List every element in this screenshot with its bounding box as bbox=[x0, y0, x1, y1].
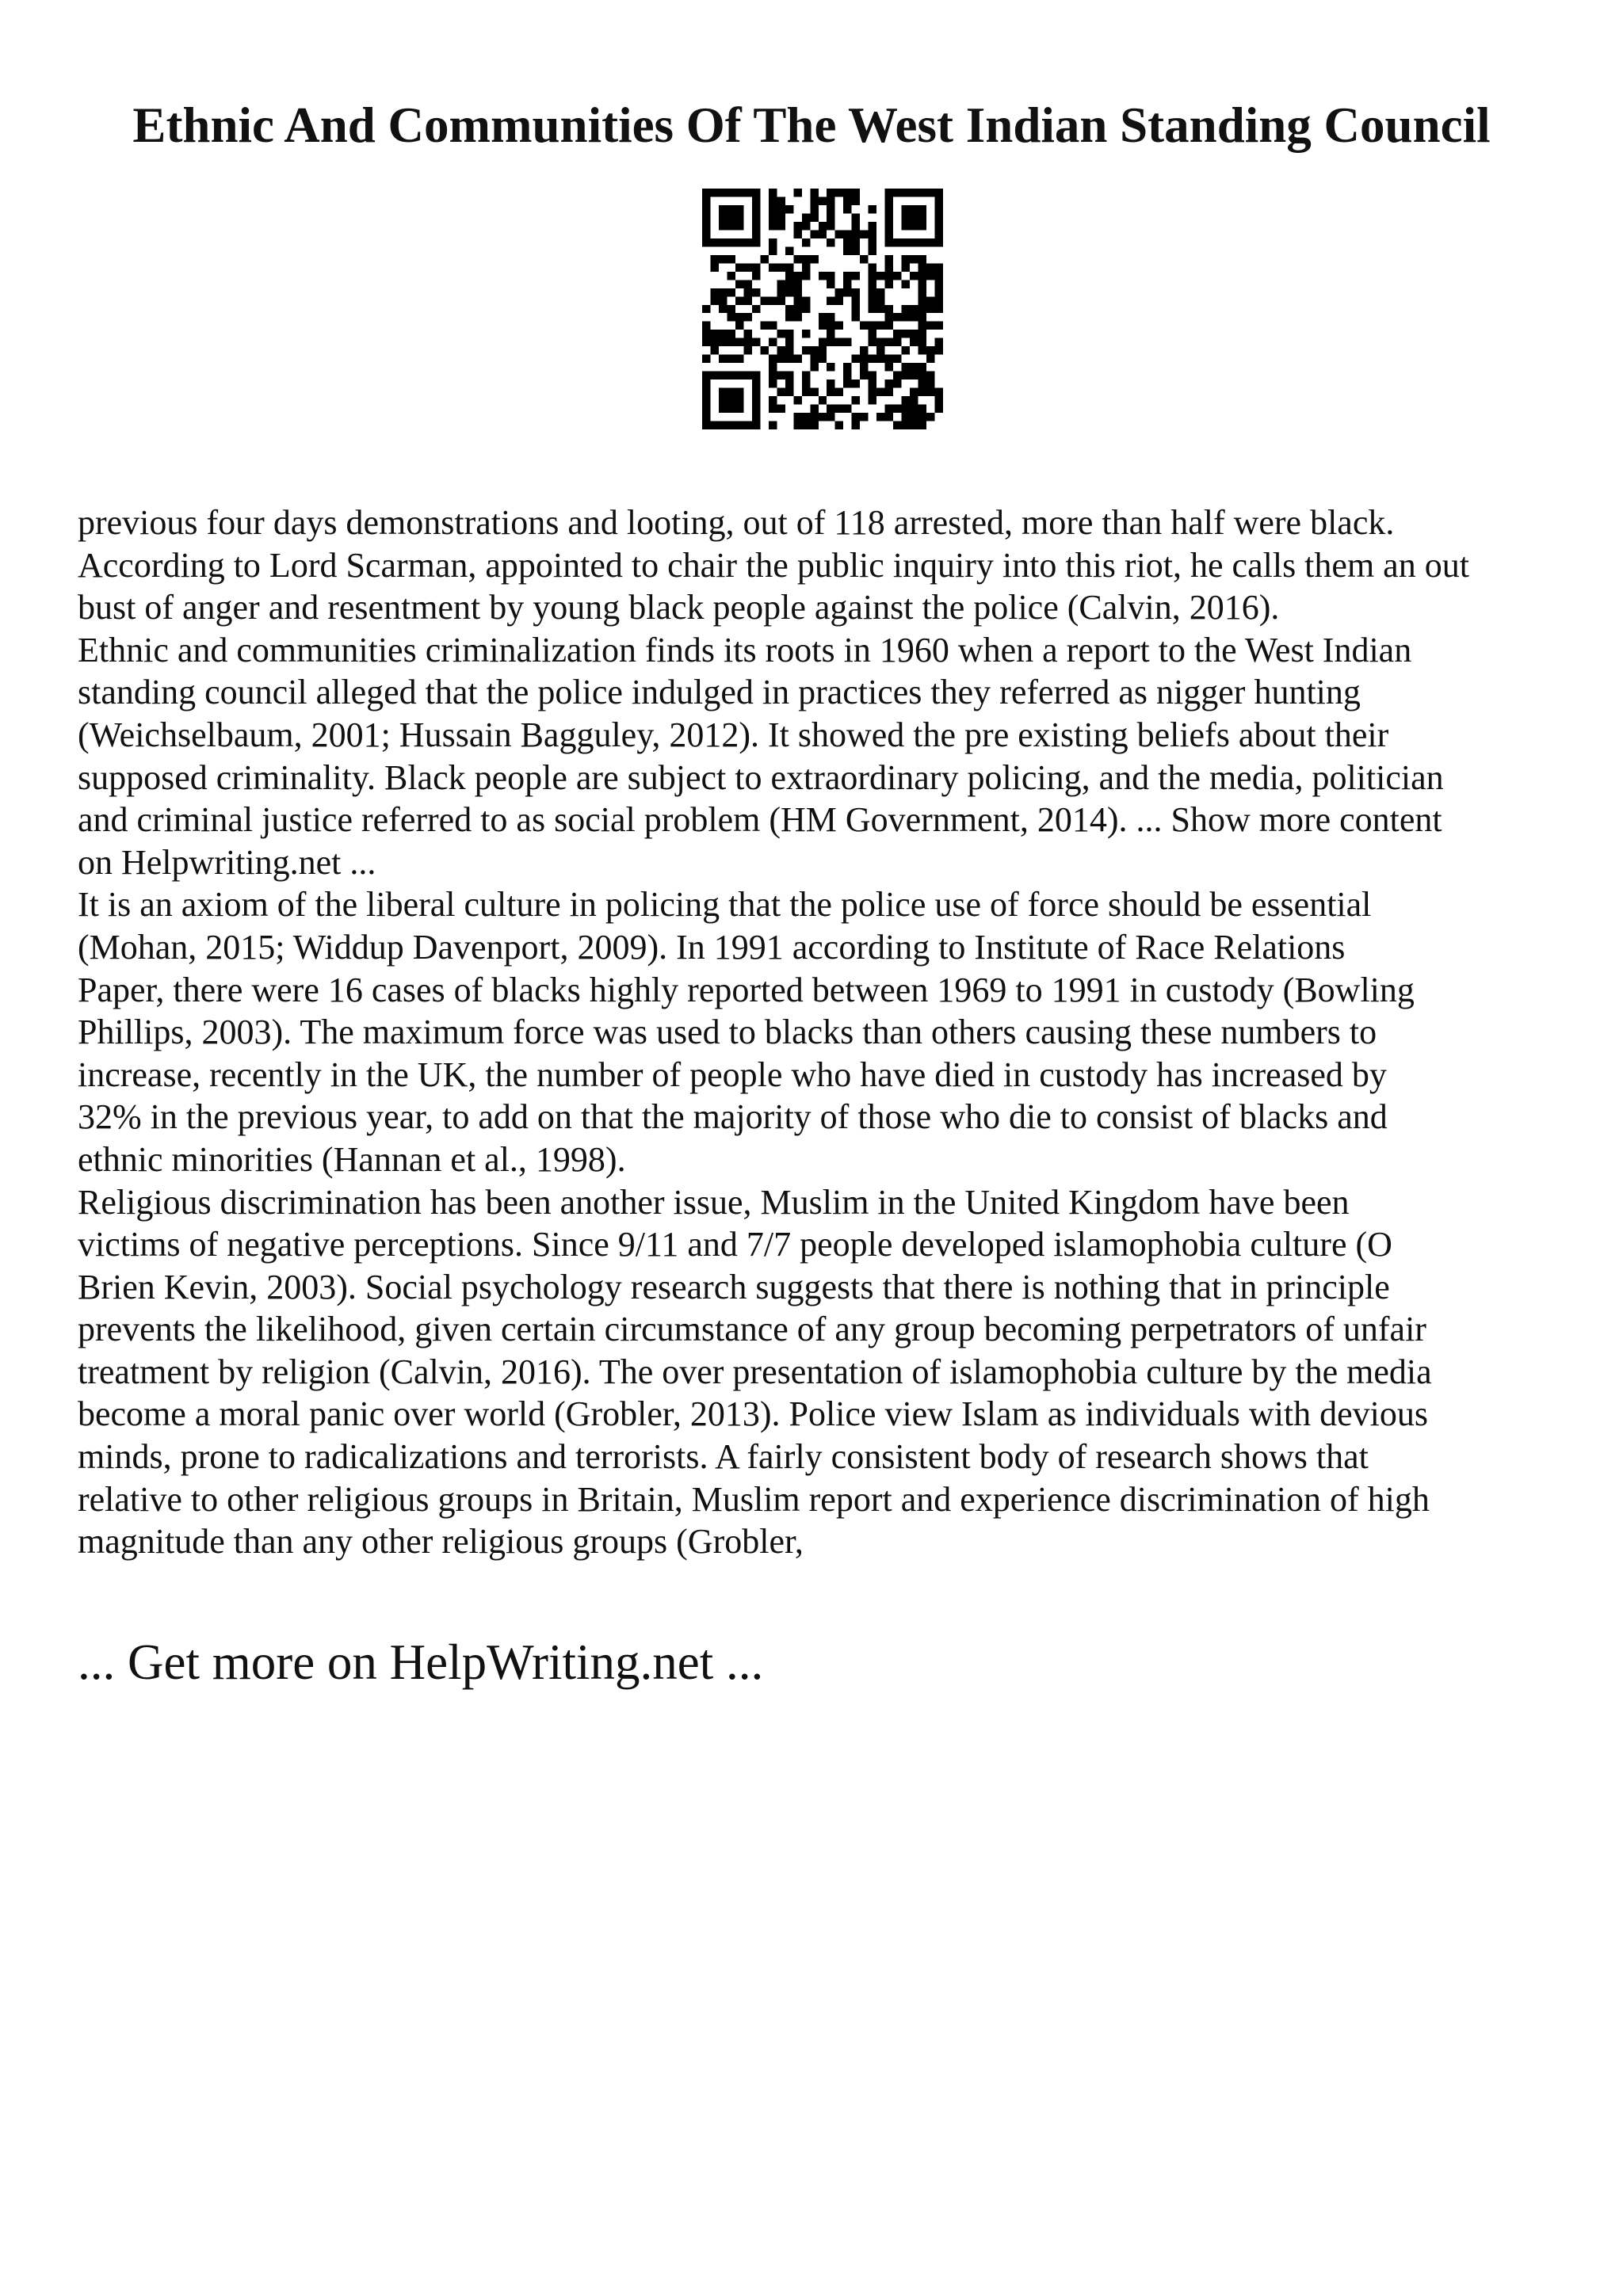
article-body bbox=[78, 502, 1568, 1563]
body-line: bust of anger and resentment by young black people against the police (Calvin, 2016). bbox=[78, 588, 1280, 627]
body-line: Ethnic and communities criminalization finds its roots in 1960 when a report to the West Indian bbox=[78, 630, 1412, 669]
body-line: (Weichselbaum, 2001; Hussain Bagguley, 2012). It showed the pre existing beliefs about their bbox=[78, 715, 1389, 754]
body-line: 32% in the previous year, to add on that the majority of those who die to consist of blacks and bbox=[78, 1097, 1388, 1137]
body-line: It is an axiom of the liberal culture in policing that the police use of force should be essential bbox=[78, 885, 1372, 925]
body-line: Brien Kevin, 2003). Social psychology research suggests that there is nothing that in principle bbox=[78, 1267, 1390, 1306]
qr-code-icon bbox=[702, 189, 943, 429]
body-line: (Mohan, 2015; Widdup Davenport, 2009). In 1991 according to Institute of Race Relations bbox=[78, 927, 1346, 967]
body-line: relative to other religious groups in Britain, Muslim report and experience discrimination of high bbox=[78, 1479, 1430, 1519]
body-line: Paper, there were 16 cases of blacks highly reported between 1969 to 1991 in custody (Bowling bbox=[78, 970, 1415, 1009]
body-line: According to Lord Scarman, appointed to chair the public inquiry into this riot, he calls them an out bbox=[78, 545, 1469, 585]
body-line: treatment by religion (Calvin, 2016). The over presentation of islamophobia culture by the media bbox=[78, 1352, 1432, 1391]
body-line: prevents the likelihood, given certain circumstance of any group becoming perpetrators of unfair bbox=[78, 1310, 1426, 1349]
body-line: previous four days demonstrations and looting, out of 118 arrested, more than half were black. bbox=[78, 503, 1395, 542]
body-line: supposed criminality. Black people are subject to extraordinary policing, and the media, politician bbox=[78, 757, 1444, 797]
body-line: Religious discrimination has been another issue, Muslim in the United Kingdom have been bbox=[78, 1182, 1350, 1222]
body-line: on Helpwriting.net ... bbox=[78, 842, 376, 882]
body-line: increase, recently in the UK, the number of people who have died in custody has increased by bbox=[78, 1055, 1387, 1094]
body-line: become a moral panic over world (Grobler, 2013). Police view Islam as individuals with devious bbox=[78, 1394, 1429, 1434]
body-line: and criminal justice referred to as social problem (HM Government, 2014). ... Show more content bbox=[78, 800, 1442, 840]
body-line: magnitude than any other religious groups (Grobler, bbox=[78, 1522, 804, 1562]
body-line: standing council alleged that the police indulged in practices they referred as nigger hunting bbox=[78, 673, 1361, 712]
page-title: Ethnic And Communities Of The West Indian Standing Council bbox=[132, 97, 1491, 153]
body-line: Phillips, 2003). The maximum force was used to blacks than others causing these numbers to bbox=[78, 1013, 1377, 1052]
body-line: minds, prone to radicalizations and terrorists. A fairly consistent body of research shows that bbox=[78, 1437, 1369, 1477]
body-line: ethnic minorities (Hannan et al., 1998). bbox=[78, 1139, 626, 1179]
get-more-link[interactable]: ... Get more on HelpWriting.net ... bbox=[78, 1634, 764, 1690]
body-line: victims of negative perceptions. Since 9/11 and 7/7 people developed islamophobia culture (O bbox=[78, 1225, 1392, 1264]
